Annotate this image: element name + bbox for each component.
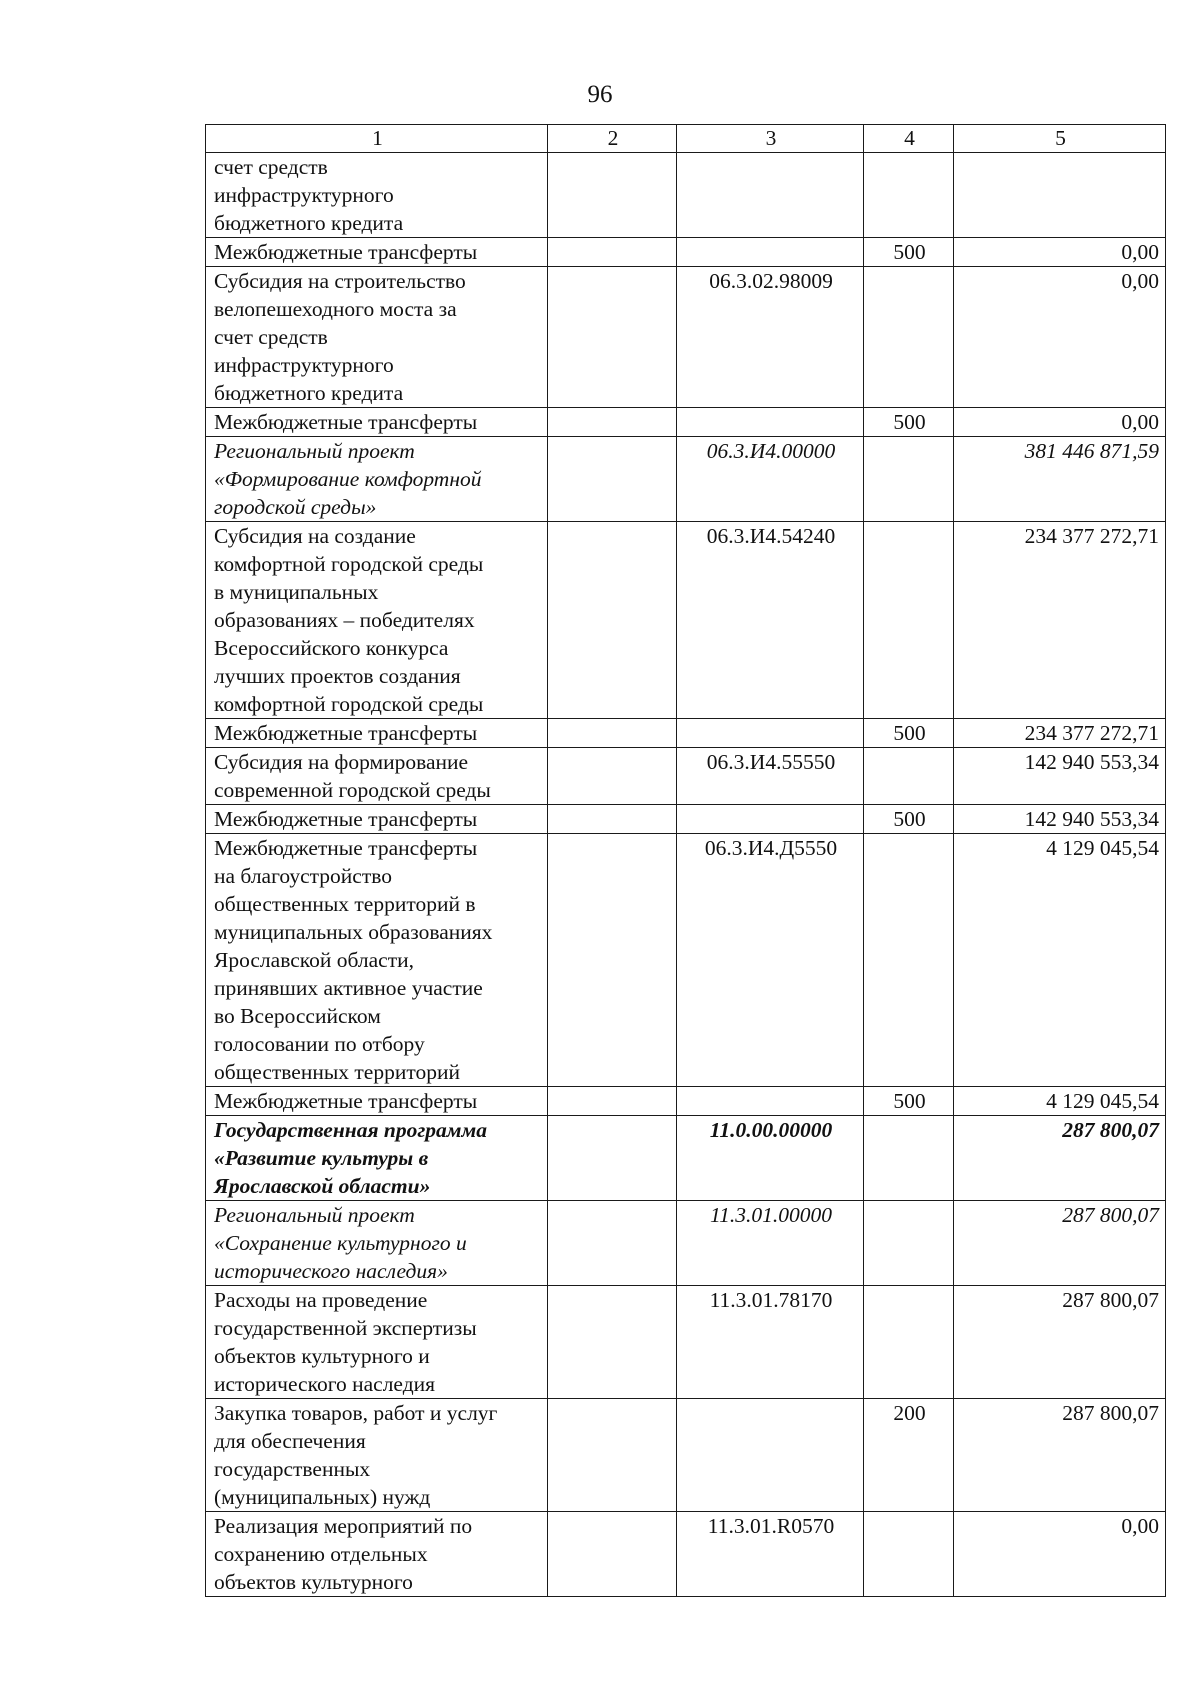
- column-2-cell: [548, 748, 677, 805]
- item-name-line: инфраструктурного: [214, 353, 394, 377]
- item-name-line: сохранению отдельных: [214, 1542, 428, 1566]
- page-number: 96: [587, 81, 613, 108]
- item-name-line: «Формирование комфортной: [214, 467, 482, 491]
- column-2-cell: [548, 1399, 677, 1512]
- table-row: [206, 1399, 1166, 1512]
- amount-cell: 4 129 045,54: [954, 1087, 1166, 1116]
- item-name-line: «Сохранение культурного и: [214, 1231, 467, 1255]
- classification-code-cell: [677, 719, 864, 748]
- table-row: [206, 1286, 1166, 1399]
- expense-type-cell: 500: [864, 805, 954, 834]
- item-name-line: лучших проектов создания: [214, 664, 461, 688]
- column-header-5: 5: [954, 125, 1166, 153]
- item-name-line: объектов культурного: [214, 1570, 413, 1594]
- item-name-line: городской среды»: [214, 495, 377, 519]
- table-row: [206, 1087, 1166, 1116]
- classification-code-cell: 11.3.01.R0570: [677, 1512, 864, 1597]
- item-name-cell: [206, 267, 548, 408]
- table-row: [206, 238, 1166, 267]
- item-name-cell: [206, 1286, 548, 1399]
- item-name-line: Ярославской области,: [214, 948, 414, 972]
- item-name-line: голосовании по отбору: [214, 1032, 425, 1056]
- item-name-line: Межбюджетные трансферты: [214, 807, 478, 831]
- item-name-line: общественных территорий в: [214, 892, 476, 916]
- item-name-line: бюджетного кредита: [214, 211, 404, 235]
- item-name-cell: [206, 805, 548, 834]
- amount-cell: 287 800,07: [954, 1201, 1166, 1286]
- expense-type-cell: [864, 748, 954, 805]
- item-name-line: исторического наследия: [214, 1372, 436, 1396]
- amount-cell: 381 446 871,59: [954, 437, 1166, 522]
- expense-type-cell: [864, 522, 954, 719]
- item-name-line: Расходы на проведение: [214, 1288, 428, 1312]
- item-name-line: счет средств: [214, 155, 328, 179]
- amount-cell: [954, 153, 1166, 238]
- table-row: [206, 1201, 1166, 1286]
- item-name-line: Региональный проект: [214, 1203, 415, 1227]
- table-row: [206, 719, 1166, 748]
- item-name-line: для обеспечения: [214, 1429, 366, 1453]
- classification-code-cell: 06.3.02.98009: [677, 267, 864, 408]
- item-name-line: во Всероссийском: [214, 1004, 381, 1028]
- column-2-cell: [548, 1116, 677, 1201]
- item-name-cell: [206, 408, 548, 437]
- expense-type-cell: [864, 1512, 954, 1597]
- amount-cell: 287 800,07: [954, 1286, 1166, 1399]
- expense-type-cell: [864, 437, 954, 522]
- header-row: [206, 125, 1166, 153]
- amount-cell: 142 940 553,34: [954, 805, 1166, 834]
- table-row: [206, 153, 1166, 238]
- item-name-cell: [206, 238, 548, 267]
- amount-cell: 142 940 553,34: [954, 748, 1166, 805]
- expense-type-cell: [864, 1286, 954, 1399]
- expense-type-cell: 500: [864, 1087, 954, 1116]
- column-header-4: 4: [864, 125, 954, 153]
- item-name-line: Межбюджетные трансферты: [214, 721, 478, 745]
- item-name-line: Субсидия на формирование: [214, 750, 469, 774]
- item-name-line: Региональный проект: [214, 439, 415, 463]
- column-2-cell: [548, 267, 677, 408]
- item-name-line: бюджетного кредита: [214, 381, 404, 405]
- item-name-line: государственной экспертизы: [214, 1316, 477, 1340]
- item-name-line: велопешеходного моста за: [214, 297, 457, 321]
- amount-cell: 234 377 272,71: [954, 522, 1166, 719]
- classification-code-cell: [677, 1399, 864, 1512]
- item-name-line: муниципальных образованиях: [214, 920, 493, 944]
- table-row: [206, 408, 1166, 437]
- budget-table: [205, 124, 1166, 1597]
- classification-code-cell: 06.3.И4.00000: [677, 437, 864, 522]
- classification-code-cell: 06.3.И4.Д5550: [677, 834, 864, 1087]
- table-row: [206, 1116, 1166, 1201]
- expense-type-cell: [864, 834, 954, 1087]
- column-2-cell: [548, 719, 677, 748]
- item-name-line: государственных: [214, 1457, 371, 1481]
- table-row: [206, 437, 1166, 522]
- classification-code-cell: 11.0.00.00000: [677, 1116, 864, 1201]
- item-name-line: Всероссийского конкурса: [214, 636, 449, 660]
- column-header-1: 1: [206, 125, 548, 153]
- item-name-cell: [206, 748, 548, 805]
- column-2-cell: [548, 522, 677, 719]
- table-header: [206, 125, 1166, 153]
- item-name-cell: [206, 1201, 548, 1286]
- amount-cell: 0,00: [954, 267, 1166, 408]
- item-name-cell: [206, 1116, 548, 1201]
- expense-type-cell: [864, 1201, 954, 1286]
- item-name-cell: [206, 1399, 548, 1512]
- item-name-line: комфортной городской среды: [214, 552, 484, 576]
- classification-code-cell: 11.3.01.00000: [677, 1201, 864, 1286]
- column-2-cell: [548, 834, 677, 1087]
- item-name-line: современной городской среды: [214, 778, 491, 802]
- expense-type-cell: 500: [864, 408, 954, 437]
- classification-code-cell: [677, 805, 864, 834]
- classification-code-cell: [677, 408, 864, 437]
- amount-cell: 4 129 045,54: [954, 834, 1166, 1087]
- table-row: [206, 522, 1166, 719]
- item-name-line: Ярославской области»: [214, 1174, 431, 1198]
- column-2-cell: [548, 1286, 677, 1399]
- expense-type-cell: [864, 153, 954, 238]
- item-name-line: на благоустройство: [214, 864, 392, 888]
- item-name-line: счет средств: [214, 325, 328, 349]
- item-name-line: Закупка товаров, работ и услуг: [214, 1401, 498, 1425]
- item-name-line: общественных территорий: [214, 1060, 460, 1084]
- classification-code-cell: 06.3.И4.55550: [677, 748, 864, 805]
- column-header-2: 2: [548, 125, 677, 153]
- amount-cell: 287 800,07: [954, 1399, 1166, 1512]
- expense-type-cell: [864, 1116, 954, 1201]
- item-name-line: Межбюджетные трансферты: [214, 1089, 478, 1113]
- item-name-line: принявших активное участие: [214, 976, 483, 1000]
- column-2-cell: [548, 238, 677, 267]
- column-2-cell: [548, 1087, 677, 1116]
- budget-table-container: [205, 124, 1165, 1597]
- amount-cell: 0,00: [954, 1512, 1166, 1597]
- expense-type-cell: [864, 267, 954, 408]
- column-2-cell: [548, 805, 677, 834]
- item-name-line: (муниципальных) нужд: [214, 1485, 431, 1509]
- amount-cell: 0,00: [954, 408, 1166, 437]
- item-name-line: Субсидия на строительство: [214, 269, 466, 293]
- item-name-line: «Развитие культуры в: [214, 1146, 429, 1170]
- item-name-line: Государственная программа: [214, 1118, 487, 1142]
- column-2-cell: [548, 1201, 677, 1286]
- classification-code-cell: [677, 153, 864, 238]
- item-name-line: Межбюджетные трансферты: [214, 240, 478, 264]
- column-2-cell: [548, 153, 677, 238]
- item-name-line: инфраструктурного: [214, 183, 394, 207]
- classification-code-cell: 11.3.01.78170: [677, 1286, 864, 1399]
- item-name-cell: [206, 1087, 548, 1116]
- item-name-line: в муниципальных: [214, 580, 379, 604]
- table-row: [206, 267, 1166, 408]
- table-row: [206, 748, 1166, 805]
- table-row: [206, 1512, 1166, 1597]
- amount-cell: 287 800,07: [954, 1116, 1166, 1201]
- item-name-line: Межбюджетные трансферты: [214, 410, 478, 434]
- item-name-line: исторического наследия»: [214, 1259, 448, 1283]
- classification-code-cell: [677, 1087, 864, 1116]
- item-name-line: образованиях – победителях: [214, 608, 475, 632]
- item-name-cell: [206, 1512, 548, 1597]
- table-row: [206, 805, 1166, 834]
- column-2-cell: [548, 1512, 677, 1597]
- item-name-line: Межбюджетные трансферты: [214, 836, 478, 860]
- column-2-cell: [548, 437, 677, 522]
- item-name-cell: [206, 522, 548, 719]
- amount-cell: 234 377 272,71: [954, 719, 1166, 748]
- item-name-line: объектов культурного и: [214, 1344, 430, 1368]
- item-name-line: Реализация мероприятий по: [214, 1514, 473, 1538]
- column-header-3: 3: [677, 125, 864, 153]
- item-name-line: комфортной городской среды: [214, 692, 484, 716]
- item-name-cell: [206, 153, 548, 238]
- classification-code-cell: [677, 238, 864, 267]
- item-name-cell: [206, 834, 548, 1087]
- amount-cell: 0,00: [954, 238, 1166, 267]
- classification-code-cell: 06.3.И4.54240: [677, 522, 864, 719]
- item-name-cell: [206, 437, 548, 522]
- expense-type-cell: 500: [864, 719, 954, 748]
- table-row: [206, 834, 1166, 1087]
- expense-type-cell: 200: [864, 1399, 954, 1512]
- item-name-line: Субсидия на создание: [214, 524, 416, 548]
- item-name-cell: [206, 719, 548, 748]
- table-body: [206, 153, 1166, 1597]
- expense-type-cell: 500: [864, 238, 954, 267]
- column-2-cell: [548, 408, 677, 437]
